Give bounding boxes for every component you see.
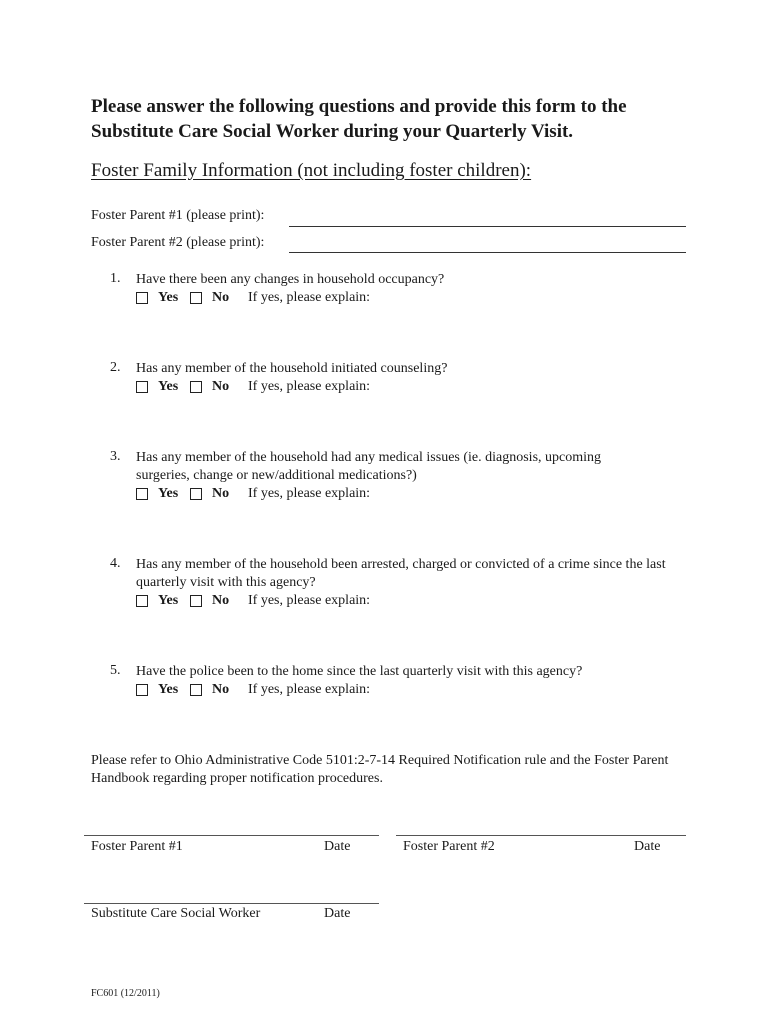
question-3-text: Has any member of the household had any medical issues (ie. diagnosis, upcoming surgeries, change or new/additional medications?) bbox=[136, 450, 602, 483]
explain-label: If yes, please explain: bbox=[248, 290, 371, 305]
question-1-text: Have there been any changes in household occupancy? bbox=[136, 272, 445, 287]
question-3-number: 3. bbox=[110, 449, 121, 464]
parent2-date-label: Date bbox=[634, 839, 661, 854]
question-2-number: 2. bbox=[110, 360, 121, 375]
parent2-signature-line[interactable] bbox=[396, 835, 686, 836]
question-1-answer-row bbox=[136, 289, 370, 307]
question-1-yes-checkbox[interactable] bbox=[136, 292, 148, 304]
yes-label: Yes bbox=[158, 682, 179, 697]
yes-label: Yes bbox=[158, 593, 179, 608]
explain-label: If yes, please explain: bbox=[248, 593, 371, 608]
question-2-text: Has any member of the household initiated counseling? bbox=[136, 361, 448, 376]
explain-label: If yes, please explain: bbox=[248, 682, 371, 697]
yes-label: Yes bbox=[158, 486, 179, 501]
question-5-number: 5. bbox=[110, 663, 121, 678]
question-4-text: Has any member of the household been arrested, charged or convicted of a crime since the last quarterly visit with this agency? bbox=[136, 557, 666, 590]
yes-label: Yes bbox=[158, 290, 179, 305]
no-label: No bbox=[212, 290, 230, 305]
question-1-no-checkbox[interactable] bbox=[190, 292, 202, 304]
question-4-number: 4. bbox=[110, 556, 121, 571]
question-3-answer-row bbox=[136, 485, 370, 503]
parent2-label: Foster Parent #2 (please print): bbox=[91, 235, 265, 250]
parent1-signature-label: Foster Parent #1 bbox=[91, 839, 183, 854]
explain-label: If yes, please explain: bbox=[248, 486, 371, 501]
question-4-answer-row bbox=[136, 592, 370, 610]
parent1-label: Foster Parent #1 (please print): bbox=[91, 208, 265, 223]
explain-label: If yes, please explain: bbox=[248, 379, 371, 394]
question-5-yes-checkbox[interactable] bbox=[136, 684, 148, 696]
question-1-number: 1. bbox=[110, 271, 121, 286]
notification-note: Please refer to Ohio Administrative Code 5101:2-7-14 Required Notification rule and the Foster Parent Handbook regarding proper notification procedures. bbox=[91, 753, 669, 786]
question-2-yes-checkbox[interactable] bbox=[136, 381, 148, 393]
worker-signature-line[interactable] bbox=[84, 903, 379, 904]
yes-label: Yes bbox=[158, 379, 179, 394]
question-2-no-checkbox[interactable] bbox=[190, 381, 202, 393]
question-5-answer-row bbox=[136, 681, 370, 699]
question-3-no-checkbox[interactable] bbox=[190, 488, 202, 500]
parent2-signature-label: Foster Parent #2 bbox=[403, 839, 495, 854]
parent1-signature-line[interactable] bbox=[84, 835, 379, 836]
parent2-name-field[interactable] bbox=[289, 252, 686, 253]
question-4-yes-checkbox[interactable] bbox=[136, 595, 148, 607]
form-code: FC601 (12/2011) bbox=[91, 988, 160, 999]
question-3-yes-checkbox[interactable] bbox=[136, 488, 148, 500]
no-label: No bbox=[212, 379, 230, 394]
parent1-date-label: Date bbox=[324, 839, 351, 854]
no-label: No bbox=[212, 593, 230, 608]
question-5-no-checkbox[interactable] bbox=[190, 684, 202, 696]
no-label: No bbox=[212, 682, 230, 697]
form-heading: Please answer the following questions and provide this form to the Substitute Care Social Worker during your Quarterly Visit. bbox=[91, 96, 627, 142]
worker-signature-label: Substitute Care Social Worker bbox=[91, 906, 261, 921]
worker-date-label: Date bbox=[324, 906, 351, 921]
question-2-answer-row bbox=[136, 378, 370, 396]
parent1-name-field[interactable] bbox=[289, 226, 686, 227]
question-4-no-checkbox[interactable] bbox=[190, 595, 202, 607]
section-title: Foster Family Information (not including foster children): bbox=[91, 160, 532, 181]
question-5-text: Have the police been to the home since the last quarterly visit with this agency? bbox=[136, 664, 583, 679]
no-label: No bbox=[212, 486, 230, 501]
